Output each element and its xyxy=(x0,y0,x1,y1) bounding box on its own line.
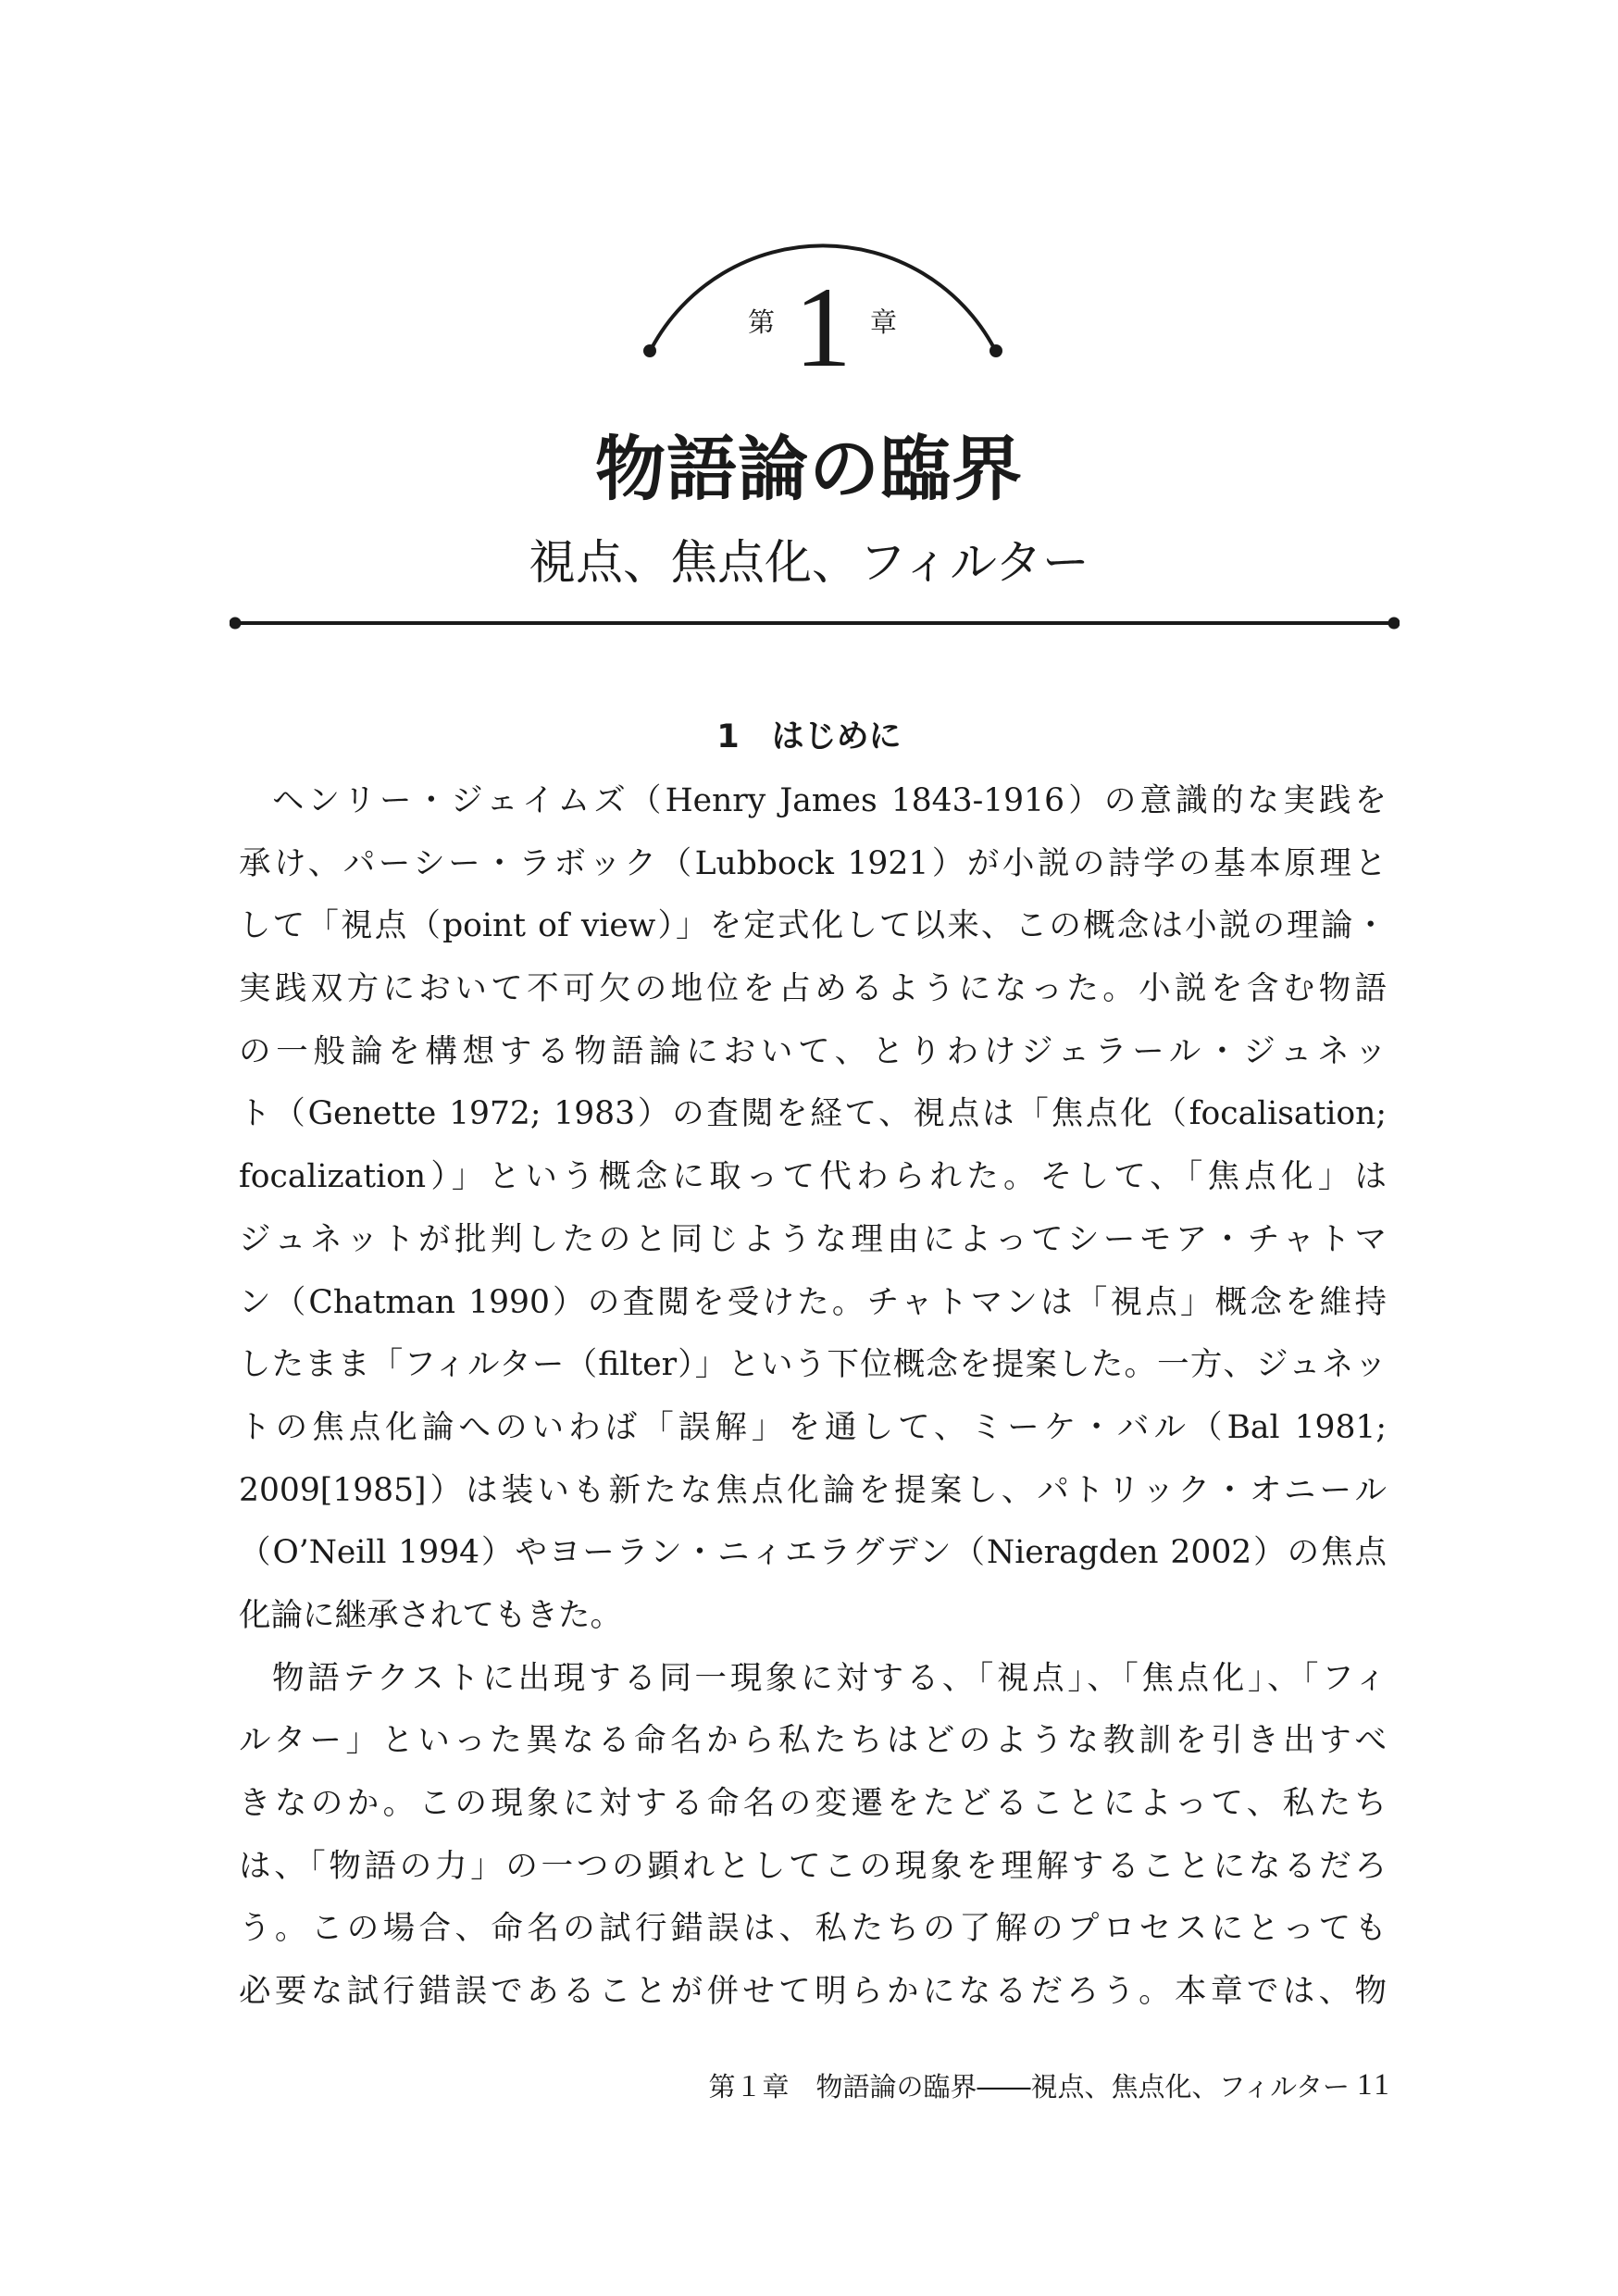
text-line: ト（Genette 1972; 1983）の査閲を経て、視点は「焦点化（focalisation; xyxy=(239,1095,1387,1133)
text-line: 実践双方において不可欠の地位を占めるようになった。小説を含む物語 xyxy=(239,970,1387,1008)
page-number: 11 xyxy=(1357,2068,1392,2102)
text-line: したまま「フィルター（filter）」という下位概念を提案した。一方、ジュネッ xyxy=(239,1346,1387,1384)
text-line: focalization）」という概念に取って代わられた。そして、「焦点化」は xyxy=(239,1158,1387,1196)
text-line: ジュネットが批判したのと同じような理由によってシーモア・チャトマ xyxy=(239,1220,1387,1258)
text-line: は、「物語の力」の一つの顕れとしてこの現象を理解することになるだろ xyxy=(239,1847,1387,1885)
chapter-number: 1 xyxy=(794,264,852,391)
text-line: う。この場合、命名の試行錯誤は、私たちの了解のプロセスにとっても xyxy=(239,1910,1387,1948)
text-line: して「視点（point of view）」を定式化して以来、この概念は小説の理論・ xyxy=(239,907,1387,945)
text-line: 物語テクストに出現する同一現象に対する、「視点」、「焦点化」、「フィ xyxy=(272,1659,1387,1697)
chapter-emblem xyxy=(633,230,1013,391)
text-line: 2009[1985]）は装いも新たな焦点化論を提案し、パトリック・オニール xyxy=(239,1471,1387,1509)
title-rule xyxy=(230,615,1400,631)
text-line: 承け、パーシー・ラボック（Lubbock 1921）が小説の詩学の基本原理と xyxy=(239,844,1387,882)
text-line: ルター」といった異なる命名から私たちはどのような教訓を引き出すべ xyxy=(239,1722,1387,1760)
text-line: の一般論を構想する物語論において、とりわけジェラール・ジュネッ xyxy=(239,1032,1387,1070)
chapter-suffix: 章 xyxy=(870,306,898,338)
section-heading: 1 はじめに xyxy=(716,718,902,755)
chapter-prefix: 第 xyxy=(748,306,776,338)
running-footer: 第１章 物語論の臨界――視点、焦点化、フィルター xyxy=(708,2071,1350,2103)
chapter-title: 物語論の臨界 xyxy=(595,428,1023,510)
body-text xyxy=(239,770,1387,2024)
text-line: 必要な試行錯誤であることが併せて明らかになるだろう。本章では、物 xyxy=(239,1973,1387,2011)
paragraph-1 xyxy=(239,770,1387,1648)
text-line: （O’Neill 1994）やヨーラン・ニィエラグデン（Nieragden 2002）の焦点 xyxy=(239,1534,1387,1572)
text-line: 化論に継承されてもきた。 xyxy=(239,1596,622,1634)
text-line: きなのか。この現象に対する命名の変遷をたどることによって、私たち xyxy=(239,1785,1387,1822)
chapter-subtitle: 視点、焦点化、フィルター xyxy=(529,536,1089,591)
paragraph-2 xyxy=(239,1648,1387,2024)
text-line: トの焦点化論へのいわば「誤解」を通して、ミーケ・バル（Bal 1981; xyxy=(239,1408,1387,1446)
text-line: ン（Chatman 1990）の査閲を受けた。チャトマンは「視点」概念を維持 xyxy=(239,1283,1387,1321)
text-line: ヘンリー・ジェイムズ（Henry James 1843-1916）の意識的な実践を xyxy=(272,782,1387,819)
